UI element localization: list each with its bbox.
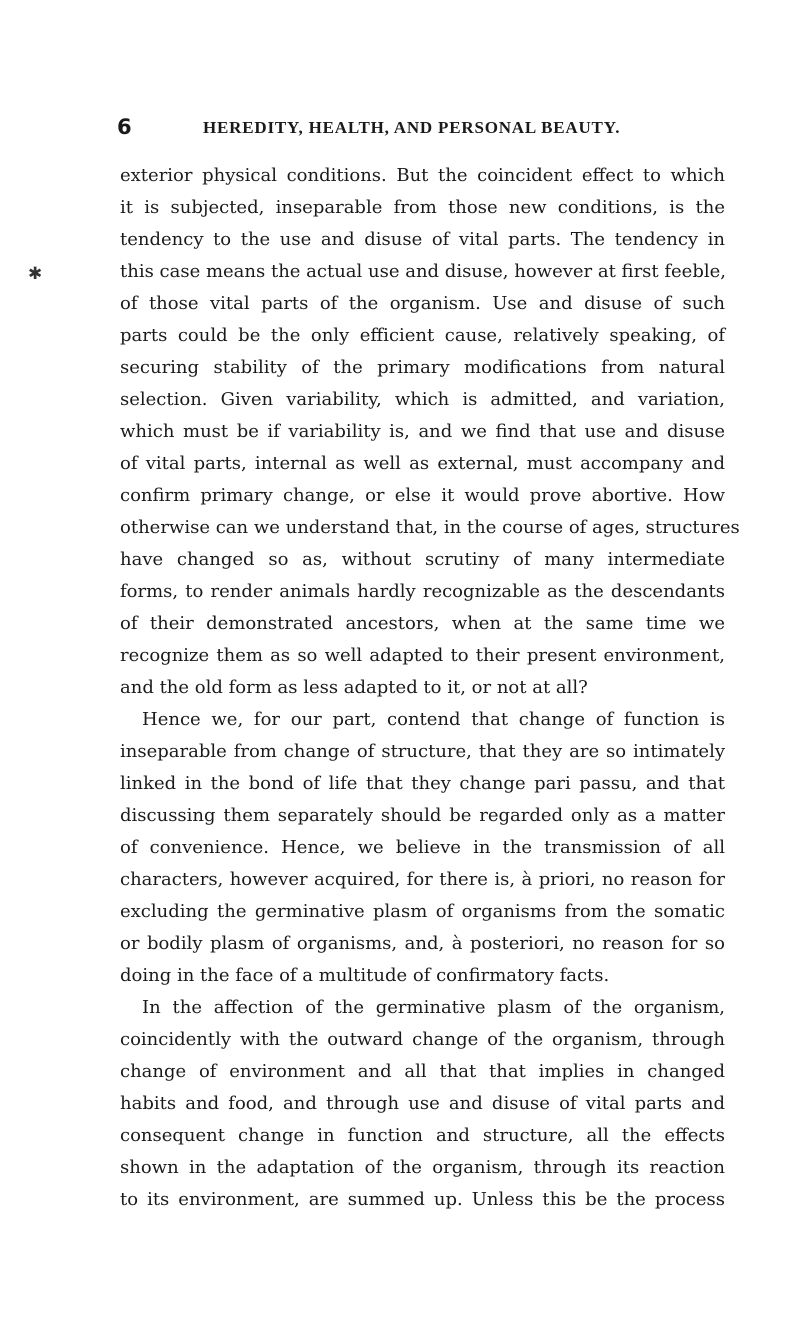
margin-mark: ✱ [28,264,43,284]
text-line: doing in the face of a multitude of confirmatory facts. [120,965,610,986]
text-line: coincidently with the outward change of the organism, through [120,1029,725,1050]
text-line: or bodily plasm of organisms, and, à posteriori, no reason for so [120,933,725,954]
text-line: Hence we, for our part, contend that change of function is [142,709,725,730]
text-line: characters, however acquired, for there is, à priori, no reason for [120,869,725,890]
text-line: of their demonstrated ancestors, when at the same time we [120,613,725,634]
text-line: have changed so as, without scrutiny of many intermediate [120,549,725,570]
text-line: In the affection of the germinative plasm of the organism, [142,997,725,1018]
text-line: of vital parts, internal as well as external, must accompany and [120,453,725,474]
text-line: and the old form as less adapted to it, or not at all? [120,677,588,698]
text-line: selection. Given variability, which is admitted, and variation, [120,389,725,410]
text-line: otherwise can we understand that, in the course of ages, structures [120,517,740,538]
body-text [120,160,740,1216]
text-line: recognize them as so well adapted to their present environment, [120,645,725,666]
text-line: consequent change in function and structure, all the effects [120,1125,725,1146]
text-line: of those vital parts of the organism. Use and disuse of such [120,293,725,314]
text-line: exterior physical conditions. But the coincident effect to which [120,165,725,186]
page-header [117,115,717,145]
text-line: to its environment, are summed up. Unless this be the process [120,1189,725,1210]
text-line: forms, to render animals hardly recognizable as the descendants [120,581,725,602]
text-line: securing stability of the primary modifications from natural [120,357,725,378]
running-head: HEREDITY, HEALTH, AND PERSONAL BEAUTY. [203,118,621,137]
text-line: this case means the actual use and disuse, however at first feeble, [120,261,726,282]
page-number: 6 [117,115,132,139]
text-line: habits and food, and through use and disuse of vital parts and [120,1093,725,1114]
text-line: tendency to the use and disuse of vital parts. The tendency in [120,229,725,250]
text-line: linked in the bond of life that they change pari passu, and that [120,773,725,794]
text-line: which must be if variability is, and we find that use and disuse [120,421,725,442]
text-line: it is subjected, inseparable from those new conditions, is the [120,197,725,218]
text-line: parts could be the only efficient cause, relatively speaking, of [120,325,725,346]
text-line: confirm primary change, or else it would prove abortive. How [120,485,725,506]
text-line: of convenience. Hence, we believe in the transmission of all [120,837,725,858]
text-line: discussing them separately should be regarded only as a matter [120,805,725,826]
text-line: excluding the germinative plasm of organisms from the somatic [120,901,725,922]
text-line: shown in the adaptation of the organism, through its reaction [120,1157,725,1178]
text-line: change of environment and all that that implies in changed [120,1061,725,1082]
text-line: inseparable from change of structure, that they are so intimately [120,741,725,762]
